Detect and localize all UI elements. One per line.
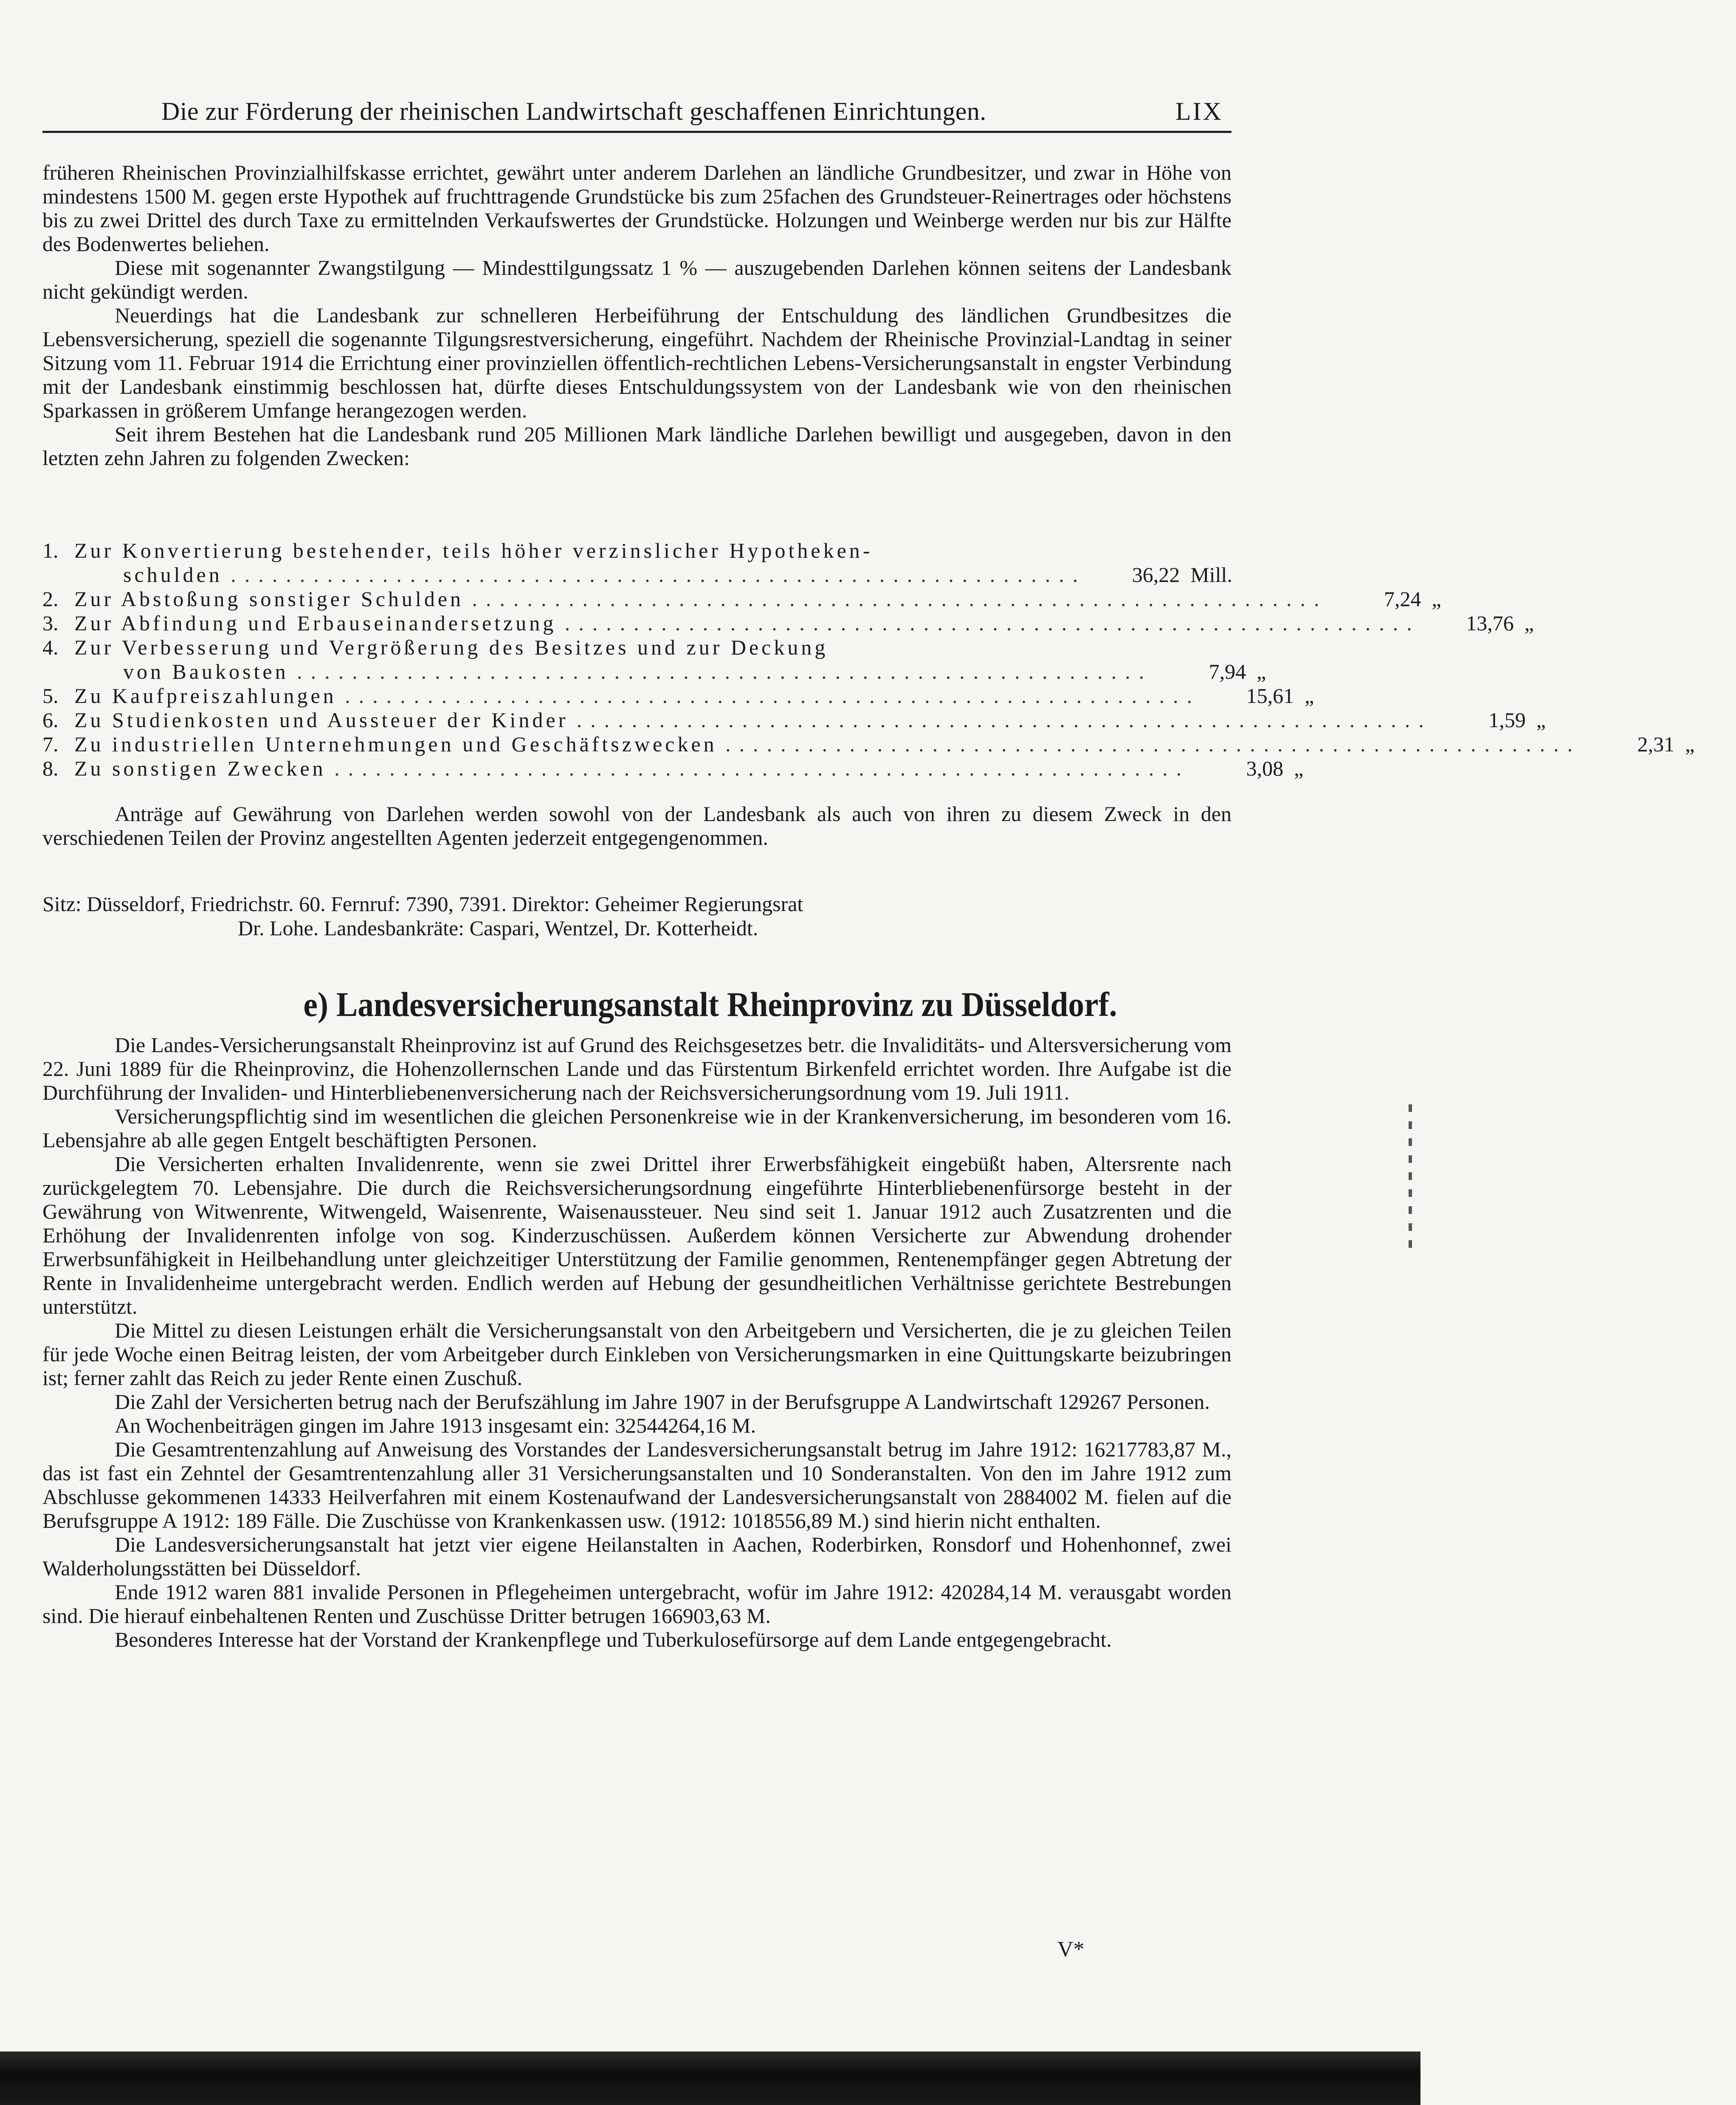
section-e-paragraph: Die Gesamtrentenzahlung auf Anweisung des Vorstandes der Landesversicherungsanstalt betrug im Jahre 1912: 16217783,87 M., das ist fast ein Zehntel der Gesamtrentenzahlung aller 31 Versicherungsanstalten und 10 Sonderanstalten. Von den im Jahre 1912 zum Abschlusse gekommenen 14333 Heilverfahren mit einem Kostenaufwand der Landesversicherungsanstalt von 2884002 M. fielen auf die Berufsgruppe A 1912: 189 Fälle. Die Zuschüsse von Krankenkassen usw. (1912: 1018556,89 M.) sind hierin nicht enthalten. [42, 1437, 1232, 1532]
intro-paragraph-3: Neuerdings hat die Landesbank zur schnelleren Herbeiführung der Entschuldung des ländlichen Grundbesitzes die Lebensversicherung, speziell die sogenannte Tilgungsrestversicherung, eingeführt. Nachdem der Rheinische Provinzial-Landtag in seiner Sitzung vom 11. Februar 1914 die Errichtung einer provinziellen öffentlich-rechtlichen Lebens-Versicherungsanstalt in engster Verbindung mit der Landesbank einstimmig beschlossen hat, dürfte dieses Entschuldungssystem von der Landesbank wie von den rheinischen Sparkassen in größerem Umfange herangezogen werden. [42, 303, 1232, 422]
list-item-label: Zu industriellen Unternehmungen und Geschäftszwecken [74, 732, 717, 756]
section-e-paragraph: Die Landesversicherungsanstalt hat jetzt vier eigene Heilanstalten in Aachen, Roderbirken, Ronsdorf und Hohenhonnef, zwei Walderholungsstätten bei Düsseldorf. [42, 1532, 1232, 1580]
running-header [42, 97, 1232, 133]
section-e-paragraph: Besonderes Interesse hat der Vorstand der Krankenpflege und Tuberkulosefürsorge auf dem Lande entgegengebracht. [115, 1628, 1112, 1651]
list-item: 3. Zur Abfindung und Erbauseinandersetzung .............................................................. 13,76 „ [42, 611, 1232, 635]
list-item-number: 7. [42, 732, 59, 756]
section-heading: e) Landesversicherungsanstalt Rheinprovinz zu Düsseldorf. [303, 985, 1117, 1024]
address-block [42, 892, 1232, 940]
list-item-label: Zur Verbesserung und Vergrößerung des Besitzes und zur Deckung [74, 635, 829, 659]
list-item-number: 8. [42, 756, 59, 780]
list-item: 5. Zu Kaufpreiszahlungen .............................................................. 15,61 „ [42, 684, 1232, 708]
list-item-number: 1. [42, 539, 59, 562]
list-item: 2. Zur Abstoßung sonstiger Schulden .............................................................. 7,24 „ [42, 587, 1232, 611]
list-item: 6. Zu Studienkosten und Aussteuer der Kinder .............................................................. 1,59 „ [42, 708, 1232, 732]
address-line-2: Dr. Lohe. Landesbankräte: Caspari, Wentzel, Dr. Kotterheidt. [238, 916, 758, 940]
list-item-label-cont: schulden [123, 563, 223, 587]
section-e-paragraph: Die Landes-Versicherungsanstalt Rheinprovinz ist auf Grund des Reichsgesetzes betr. die Invaliditäts- und Altersversicherung vom 22. Juni 1889 für die Rheinprovinz, die Hohenzollernschen Lande und das Fürstentum Birkenfeld errichtet worden. Ihre Aufgabe ist die Durchführung der Invaliden- und Hinterbliebenenversicherung nach der Reichsversicherungsordnung vom 19. Juli 1911. [42, 1033, 1232, 1104]
signature-mark: V* [1057, 1937, 1085, 1961]
list-item-number: 5. [42, 684, 59, 708]
list-item-unit: „ [1685, 732, 1695, 756]
section-e-paragraph: Die Versicherten erhalten Invalidenrente, wenn sie zwei Drittel ihrer Erwerbsfähigkeit eingebüßt haben, Altersrente nach zurückgelegtem 70. Lebensjahre. Die durch die Reichsversicherungsordnung eingeführte Hinterbliebenenfürsorge besteht in der Gewährung von Witwenrente, Witwengeld, Waisenrente, Waisenaussteuer. Neu sind seit 1. Januar 1912 auch Zusatzrenten und die Erhöhung der Invalidenrenten infolge von sog. Kinderzuschüssen. Außerdem können Versicherte zur Abwendung drohender Erwerbsunfähigkeit in Heilbehandlung unter gleichzeitiger Unterstützung der Familie genommen, Rentenempfänger gegen Abtretung der Rente in Invalidenheime untergebracht werden. Endlich werden auf Hebung der gesundheitlichen Verhältnisse gerichtete Bestrebungen unterstützt. [42, 1152, 1232, 1318]
purposes-list [42, 539, 1695, 781]
section-e-paragraph: Die Zahl der Versicherten betrug nach der Berufszählung im Jahre 1907 in der Berufsgruppe A Landwirtschaft 129267 Personen. [115, 1390, 1210, 1414]
intro-paragraph-2: Diese mit sogenannter Zwangstilgung — Mindesttilgungssatz 1 % — auszugebenden Darlehen können seitens der Landesbank nicht gekündigt werden. [42, 256, 1232, 303]
list-item-number: 2. [42, 587, 59, 611]
list-item-value: 7,24 [1384, 587, 1421, 611]
list-item-value: 1,59 [1488, 708, 1526, 732]
list-item-label: Zur Konvertierung bestehender, teils höher verzinslicher Hypotheken- [74, 539, 873, 562]
list-item [42, 539, 1232, 563]
list-item-label: Zur Abstoßung sonstiger Schulden [74, 587, 464, 611]
list-item-unit: Mill. [1190, 563, 1232, 587]
list-item-continuation: schulden .............................................................. 36,22 Mill. [42, 563, 1232, 587]
list-item-value: 13,76 [1466, 611, 1514, 635]
list-item-number: 3. [42, 611, 59, 635]
list-item-unit: „ [1294, 756, 1304, 780]
list-item-value: 36,22 [1132, 563, 1180, 587]
list-item-value: 15,61 [1246, 684, 1294, 708]
list-item-unit: „ [1257, 660, 1266, 683]
list-item-label: Zu Studienkosten und Aussteuer der Kinder [74, 708, 569, 732]
scan-bottom-strip [0, 2051, 1420, 2105]
list-item-continuation: von Baukosten .............................................................. 7,94 „ [42, 660, 1232, 684]
list-item-label: Zur Abfindung und Erbauseinandersetzung [74, 611, 557, 635]
list-item: 7. Zu industriellen Unternehmungen und Geschäftszwecken .............................................................. 2,31 „ [42, 732, 1232, 756]
list-item-label-cont: von Baukosten [123, 660, 289, 683]
list-item-unit: „ [1305, 684, 1314, 708]
list-item [42, 635, 1232, 660]
section-e-paragraph: Versicherungspflichtig sind im wesentlichen die gleichen Personenkreise wie in der Krankenversicherung, im besonderen vom 16. Lebensjahre ab alle gegen Entgelt beschäftigten Personen. [42, 1104, 1232, 1152]
list-item-number: 4. [42, 635, 59, 659]
intro-paragraph-4: Seit ihrem Bestehen hat die Landesbank rund 205 Millionen Mark ländliche Darlehen bewilligt und ausgegeben, davon in den letzten zehn Jahren zu folgenden Zwecken: [42, 422, 1232, 470]
section-e-text [42, 1033, 1232, 1651]
section-e-paragraph: An Wochenbeiträgen gingen im Jahre 1913 insgesamt ein: 32544264,16 M. [115, 1414, 756, 1437]
list-item-unit: „ [1536, 708, 1546, 732]
header-title: Die zur Förderung der rheinischen Landwirtschaft geschaffenen Einrichtungen. [161, 97, 986, 125]
list-item-label: Zu Kaufpreiszahlungen [74, 684, 337, 708]
list-item-unit: „ [1432, 587, 1441, 611]
list-item: 8. Zu sonstigen Zwecken .............................................................. 3,08 „ [42, 756, 1232, 781]
intro-text [42, 161, 1232, 470]
address-line-1: Sitz: Düsseldorf, Friedrichstr. 60. Fernruf: 7390, 7391. Direktor: Geheimer Regierungsrat [42, 892, 803, 916]
list-item-value: 2,31 [1637, 732, 1675, 756]
page-number: LIX [1175, 97, 1223, 125]
list-item-unit: „ [1524, 611, 1534, 635]
list-item-number: 6. [42, 708, 59, 732]
antraege-text [42, 802, 1232, 849]
list-item-value: 3,08 [1246, 756, 1284, 780]
list-item-label: Zu sonstigen Zwecken [74, 756, 326, 780]
intro-paragraph-1: früheren Rheinischen Provinzialhilfskasse errichtet, gewährt unter anderem Darlehen an ländliche Grundbesitzer, und zwar in Höhe von mindestens 1500 M. gegen erste Hypothek auf fruchttragende Grundstücke bis zum 25fachen des Grundsteuer-Reinertrages oder höchstens bis zu zwei Drittel des durch Taxe zu ermittelnden Verkaufswertes der Grundstücke. Holzungen und Weinberge werden nur bis zur Hälfte des Bodenwertes beliehen. [42, 161, 1232, 256]
antraege-paragraph: Anträge auf Gewährung von Darlehen werden sowohl von der Landesbank als auch von ihren zu diesem Zweck in den verschiedenen Teilen der Provinz angestellten Agenten jederzeit entgegengenommen. [42, 802, 1232, 849]
list-item-value: 7,94 [1209, 660, 1246, 683]
scan-edge-marks [1409, 1104, 1412, 1249]
section-e-paragraph: Die Mittel zu diesen Leistungen erhält die Versicherungsanstalt von den Arbeitgebern und Versicherten, die je zu gleichen Teilen für jede Woche einen Beitrag leisten, der vom Arbeitgeber durch Einkleben von Versicherungsmarken in eine Quittungskarte beizubringen ist; ferner zahlt das Reich zu jeder Rente einen Zuschuß. [42, 1318, 1232, 1390]
section-e-paragraph: Ende 1912 waren 881 invalide Personen in Pflegeheimen untergebracht, wofür im Jahre 1912: 420284,14 M. verausgabt worden sind. Die hierauf einbehaltenen Renten und Zuschüsse Dritter betrugen 166903,63 M. [42, 1580, 1232, 1628]
